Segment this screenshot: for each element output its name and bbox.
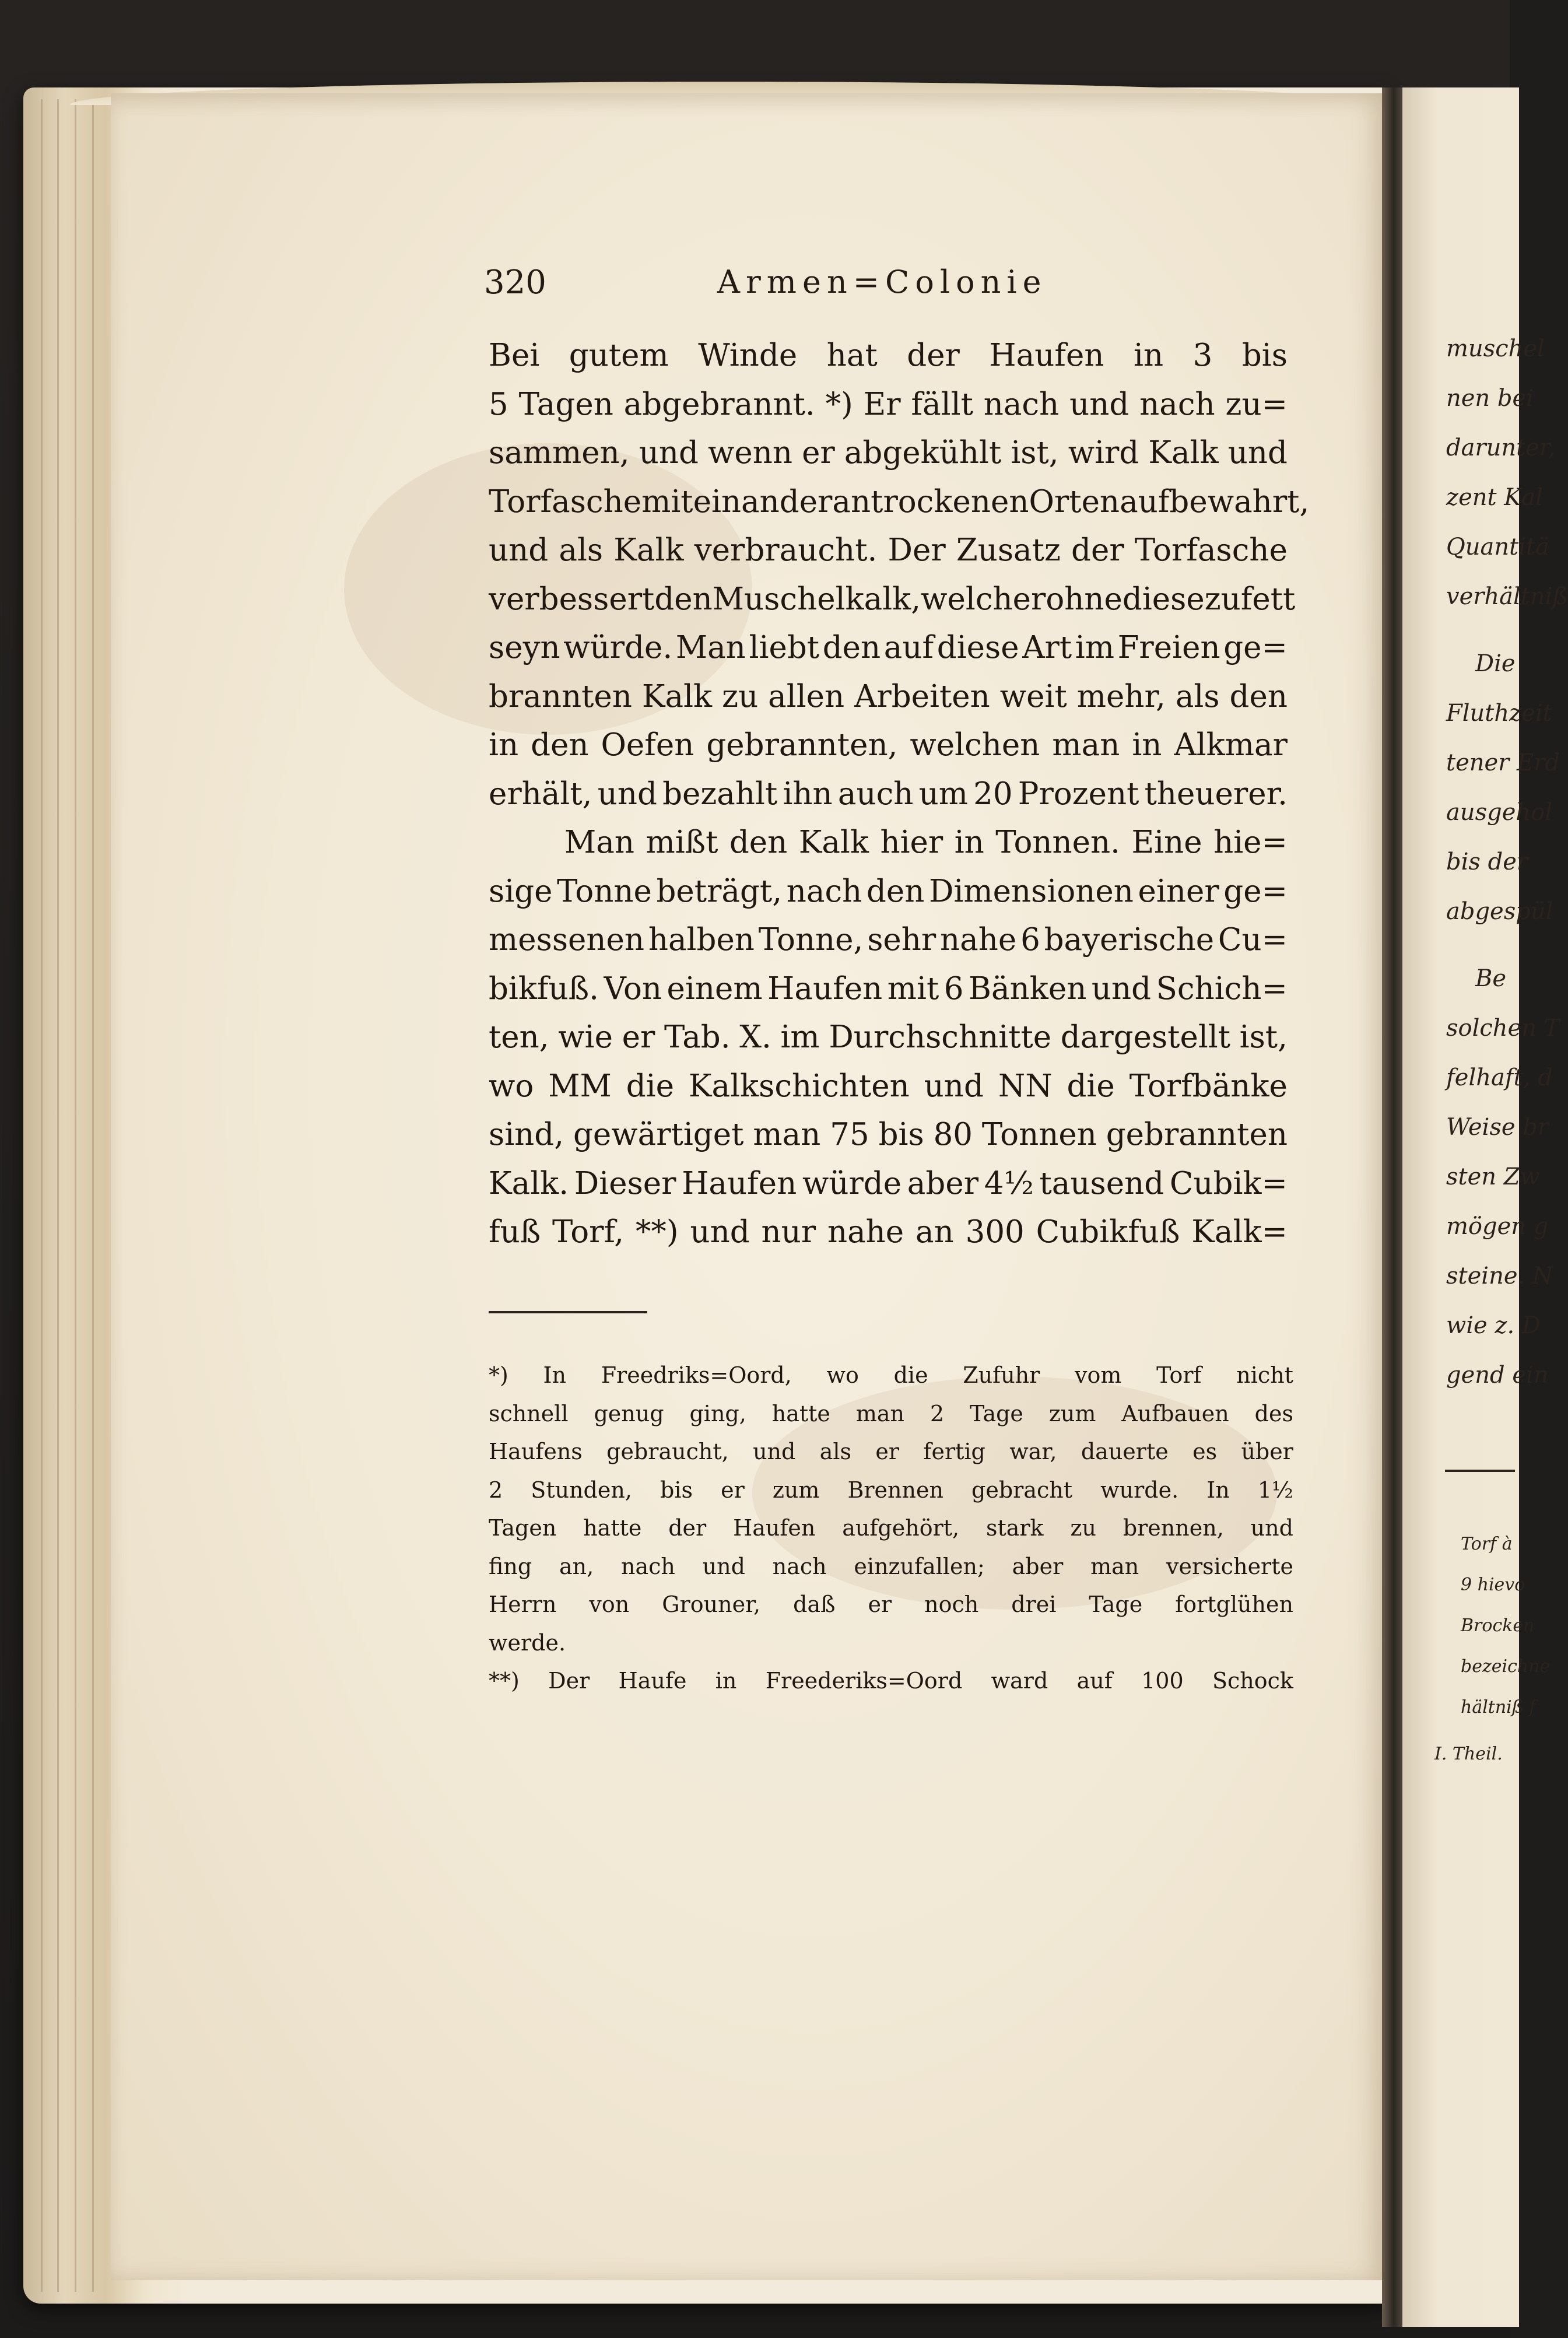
facing-page-note: 9 hievo [1461, 1575, 1525, 1595]
facing-page-line: mögen g [1446, 1213, 1549, 1240]
text-line: 5 Tagen abgebrannt. *) Er fällt nach und nach zu= [489, 386, 1288, 422]
footnotes [489, 1356, 1293, 1701]
text-line: und als Kalk verbraucht. Der Zusatz der Torfasche [489, 532, 1288, 568]
text-line: sige Tonne beträgt, nach den Dimensionen einer ge= [489, 873, 1288, 909]
text-line: Man mißt den Kalk hier in Tonnen. Eine hie= [564, 825, 1288, 860]
facing-page-line: ausgehol [1446, 799, 1553, 826]
text-line: Torfasche miteinander an trockenen Orten aufbewahrt, [489, 483, 1310, 520]
text-line: brannten Kalk zu allen Arbeiten weit mehr, als den [489, 678, 1288, 714]
facing-page-line: solchen T [1446, 1015, 1560, 1042]
running-head: Armen=Colonie [717, 264, 1047, 300]
text-line: sammen, und wenn er abgekühlt ist, wird Kalk und [489, 435, 1288, 471]
facing-page-note: Brocken [1461, 1615, 1535, 1636]
text-line: messenen halben Tonne, sehr nahe 6 bayerische Cu= [489, 922, 1288, 958]
text-line: 2 Stunden, bis er zum Brennen gebracht wurde. In 1½ [489, 1477, 1293, 1503]
footnote-rule [489, 1311, 647, 1313]
text-line: verbessert den Muschelkalk, welcher ohne diese zu fett [489, 581, 1296, 617]
text-line: in den Oefen gebrannten, welchen man in Alkmar [489, 727, 1288, 763]
text-line: *) In Freedriks=Oord, wo die Zufuhr vom Torf nicht [489, 1362, 1293, 1388]
main-text [489, 331, 1310, 1257]
facing-page-footnote-rule [1445, 1470, 1515, 1472]
facing-page-line: darunter, [1446, 434, 1556, 461]
facing-page-line: nen bei [1446, 385, 1534, 412]
text-line: Bei gutem Winde hat der Haufen in 3 bis [489, 338, 1288, 373]
text-line: Haufens gebraucht, und als er fertig war, dauerte es über [489, 1439, 1293, 1464]
text-line: **) Der Haufe in Freederiks=Oord ward auf 100 Schock [489, 1668, 1293, 1694]
facing-page-line: tener Erd [1446, 749, 1560, 776]
facing-page-line: verhältniß [1446, 583, 1568, 610]
facing-page-line: muschel [1446, 335, 1545, 362]
book-gutter [1382, 87, 1405, 2327]
text-line: schnell genug ging, hatte man 2 Tage zum Aufbauen des [489, 1400, 1293, 1426]
text-line: Kalk. Dieser Haufen würde aber 4½ tausend Cubik= [489, 1165, 1288, 1201]
facing-page-line: felhaft, d [1446, 1064, 1553, 1091]
facing-page-line: abgespül [1446, 898, 1553, 925]
facing-page-line: Be [1475, 965, 1507, 992]
text-line: erhält, und bezahlt ihn auch um 20 Prozent theuerer. [489, 776, 1288, 812]
facing-page-line: bis der [1446, 849, 1528, 875]
text-line: bikfuß. Von einem Haufen mit 6 Bänken und Schich= [489, 970, 1288, 1007]
facing-page-line: Quantitä [1446, 534, 1549, 560]
facing-page-line: zent Kal [1446, 484, 1543, 511]
text-line: seyn würde. Man liebt den auf diese Art im Freien ge= [489, 630, 1288, 665]
page-header [484, 264, 1289, 310]
text-line: sind, gewärtiget man 75 bis 80 Tonnen gebrannten [489, 1117, 1288, 1152]
text-line: fing an, nach und nach einzufallen; aber man versicherte [489, 1553, 1293, 1579]
facing-page [1402, 87, 1519, 2327]
facing-page-line: gend ein [1446, 1362, 1549, 1389]
facing-page-line: Fluthzeit [1446, 700, 1552, 727]
facing-page-note: hältniß f [1461, 1697, 1536, 1717]
text-line: fuß Torf, **) und nur nahe an 300 Cubikfuß Kalk= [489, 1214, 1288, 1250]
page-number: 320 [484, 264, 546, 302]
text-line: Herrn von Grouner, daß er noch drei Tage fortglühen [489, 1592, 1293, 1617]
facing-page-line: wie z. D [1446, 1312, 1541, 1339]
text-line: ten, wie er Tab. X. im Durchschnitte dargestellt ist, [489, 1019, 1288, 1055]
facing-page-line: sten Zw [1446, 1163, 1540, 1190]
facing-page-note: Torf à [1461, 1534, 1513, 1554]
text-line: wo MM die Kalkschichten und NN die Torfbänke [489, 1068, 1288, 1104]
facing-page-note: I. Theil. [1434, 1744, 1503, 1764]
facing-page-line: steine. N [1446, 1263, 1553, 1289]
facing-page-note: bezeichne [1461, 1656, 1551, 1677]
text-line: Tagen hatte der Haufen aufgehört, stark zu brennen, und [489, 1515, 1293, 1541]
facing-page-line: Die [1475, 650, 1516, 677]
text-line: werde. [489, 1629, 566, 1656]
facing-page-line: Weise br [1446, 1114, 1549, 1141]
